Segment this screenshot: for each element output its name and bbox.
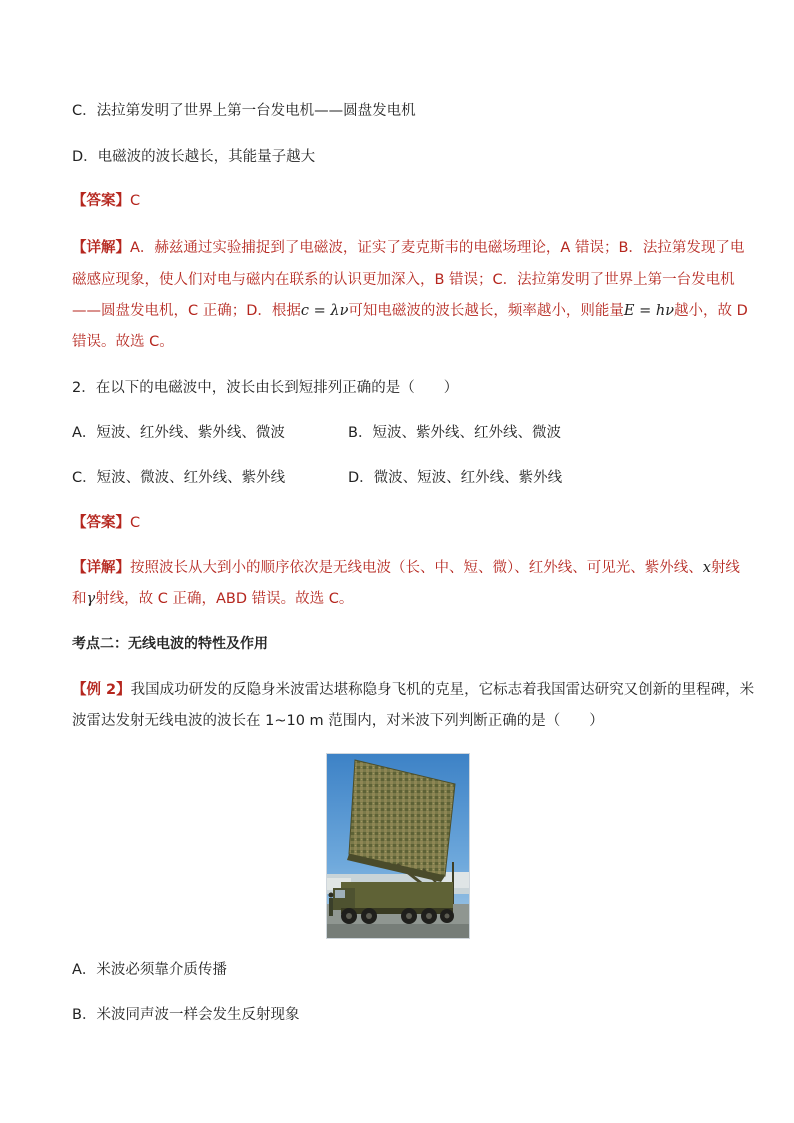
q2-option-c: C．短波、微波、红外线、紫外线 (72, 470, 286, 486)
formula-wave-speed: c = λν (300, 303, 349, 319)
q1-detail-line-2: 磁感应现象，使人们对电与磁内在联系的认识更加深入，B 错误；C．法拉第发明了世界上第一台发电机 (72, 272, 735, 288)
q1-detail-line-1: 【详解】A．赫兹通过实验捕捉到了电磁波，证实了麦克斯韦的电磁场理论，A 错误；B．法拉第发现了电 (72, 240, 745, 256)
q2-answer (72, 513, 140, 533)
answer-tag: 【答案】 (72, 193, 130, 209)
q1-option-d: D．电磁波的波长越长，其能量子越大 (72, 149, 316, 165)
q1-option-c: C．法拉第发明了世界上第一台发电机——圆盘发电机 (72, 103, 416, 119)
q1-detail-line-3: ——圆盘发电机，C 正确；D．根据c = λν可知电磁波的波长越长，频率越小，则能量E = hν越小，故 D (72, 303, 748, 319)
example2-line-2: 波雷达发射无线电波的波长在 1~10 m 范围内，对米波下列判断正确的是（ ） (72, 713, 604, 729)
q2-option-b: B．短波、紫外线、红外线、微波 (348, 425, 561, 441)
answer-tag: 【答案】 (72, 515, 130, 531)
q2-stem: 2．在以下的电磁波中，波长由长到短排列正确的是（ ） (72, 380, 459, 396)
symbol-gamma: γ (86, 591, 96, 607)
symbol-x: x (702, 560, 711, 576)
section-heading: 考点二：无线电波的特性及作用 (72, 636, 268, 652)
q2-option-d: D．微波、短波、红外线、紫外线 (348, 470, 563, 486)
q2-option-a: A．短波、红外线、紫外线、微波 (72, 425, 285, 441)
example2-option-b: B．米波同声波一样会发生反射现象 (72, 1007, 300, 1023)
answer-value: C (130, 193, 141, 209)
radar-truck-photo (326, 753, 470, 939)
example2-option-a: A．米波必须靠介质传播 (72, 962, 227, 978)
example-tag: 【例 2】 (72, 682, 131, 698)
q1-detail-line-4: 错误。故选 C。 (72, 334, 174, 350)
detail-tag: 【详解】 (72, 560, 130, 576)
answer-value: C (130, 515, 141, 531)
detail-tag: 【详解】 (72, 240, 130, 256)
q2-detail-line-1: 【详解】按照波长从大到小的顺序依次是无线电波（长、中、短、微）、红外线、可见光、紫外线、x射线 (72, 560, 740, 576)
formula-photon-energy: E = hν (623, 303, 675, 319)
q1-answer (72, 191, 140, 211)
example2-line-1: 【例 2】我国成功研发的反隐身米波雷达堪称隐身飞机的克星，它标志着我国雷达研究又创新的里程碑，米 (72, 682, 755, 698)
q2-detail-line-2: 和γ射线，故 C 正确，ABD 错误。故选 C。 (72, 591, 354, 607)
